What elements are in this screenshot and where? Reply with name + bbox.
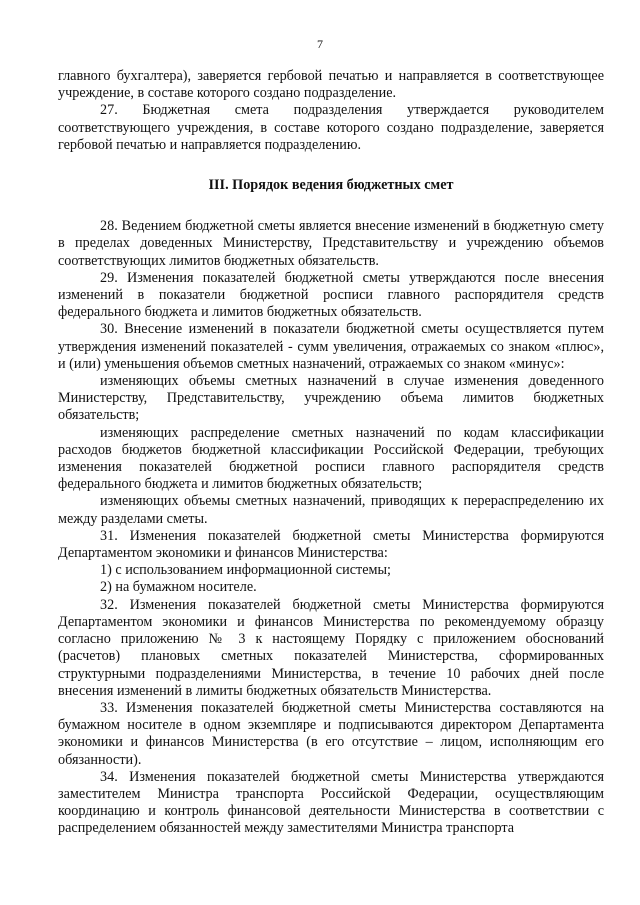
paragraph-30: 30. Внесение изменений в показатели бюджетной сметы осуществляется путем утверждения изменений показателей - сумм увеличения, отражаемых со знаком «плюс», и (или) уменьшения объемов сметных назначений, отражаемых со знаком «минус»: (58, 321, 604, 372)
document-body (58, 68, 604, 838)
paragraph-26-continuation: главного бухгалтера), заверяется гербовой печатью и направляется в соответствующее учреждение, в составе которого создано подразделение. (58, 68, 604, 102)
paragraph-28: 28. Ведением бюджетной сметы является внесение изменений в бюджетную смету в пределах доведенных Министерству, Представительству и учреждению объемов соответствующих лимитов бюджетных обязательств. (58, 218, 604, 269)
paragraph-33: 33. Изменения показателей бюджетной сметы Министерства составляются на бумажном носителе в одном экземпляре и подписываются директором Департамента экономики и финансов Министерства (в его отсутствие – лицом, исполняющим его обязанности). (58, 699, 604, 768)
paragraph-30-item-1: изменяющих объемы сметных назначений в случае изменения доведенного Министерству, Представительству, учреждению объема лимитов бюджетных обязательств; (58, 373, 604, 424)
paragraph-27: 27. Бюджетная смета подразделения утверждается руководителем соответствующего учреждения, в составе которого создано подразделение, заверяется гербовой печатью и направляется подразделению. (58, 102, 604, 153)
paragraph-32: 32. Изменения показателей бюджетной сметы Министерства формируются Департаментом экономики и финансов Министерства по рекомендуемому образцу согласно приложению № 3 к настоящему Порядку с приложением обоснований (расчетов) плановых сметных показателей Министерства, сформированных структурными подразделениями Министерства, в течение 10 рабочих дней после внесения изменений в лимиты бюджетных обязательств Министерства. (58, 596, 604, 699)
paragraph-30-item-2: изменяющих распределение сметных назначений по кодам классификации расходов бюджетов бюджетной классификации Российской Федерации, требующих изменения показателей бюджетной росписи главного распорядителя средств федерального бюджета и лимитов бюджетных обязательств; (58, 424, 604, 493)
paragraph-29: 29. Изменения показателей бюджетной сметы утверждаются после внесения изменений в показатели бюджетной росписи главного распорядителя средств федерального бюджета и лимитов бюджетных обязательств. (58, 269, 604, 321)
paragraph-30-item-3: изменяющих объемы сметных назначений, приводящих к перераспределению их между разделами сметы. (58, 493, 604, 527)
paragraph-34: 34. Изменения показателей бюджетной сметы Министерства утверждаются заместителем Министра транспорта Российской Федерации, осуществляющим координацию и контроль финансовой деятельности Министерства в соответствии с распределением обязанностей между заместителями Министра транспорта (58, 768, 604, 837)
paragraph-31: 31. Изменения показателей бюджетной сметы Министерства формируются Департаментом экономики и финансов Министерства: (58, 527, 604, 562)
section-title: III. Порядок ведения бюджетных смет (208, 177, 454, 194)
paragraph-31-item-1: 1) с использованием информационной системы; (100, 562, 391, 579)
paragraph-31-item-2: 2) на бумажном носителе. (100, 579, 257, 596)
page-number: 7 (317, 37, 323, 51)
